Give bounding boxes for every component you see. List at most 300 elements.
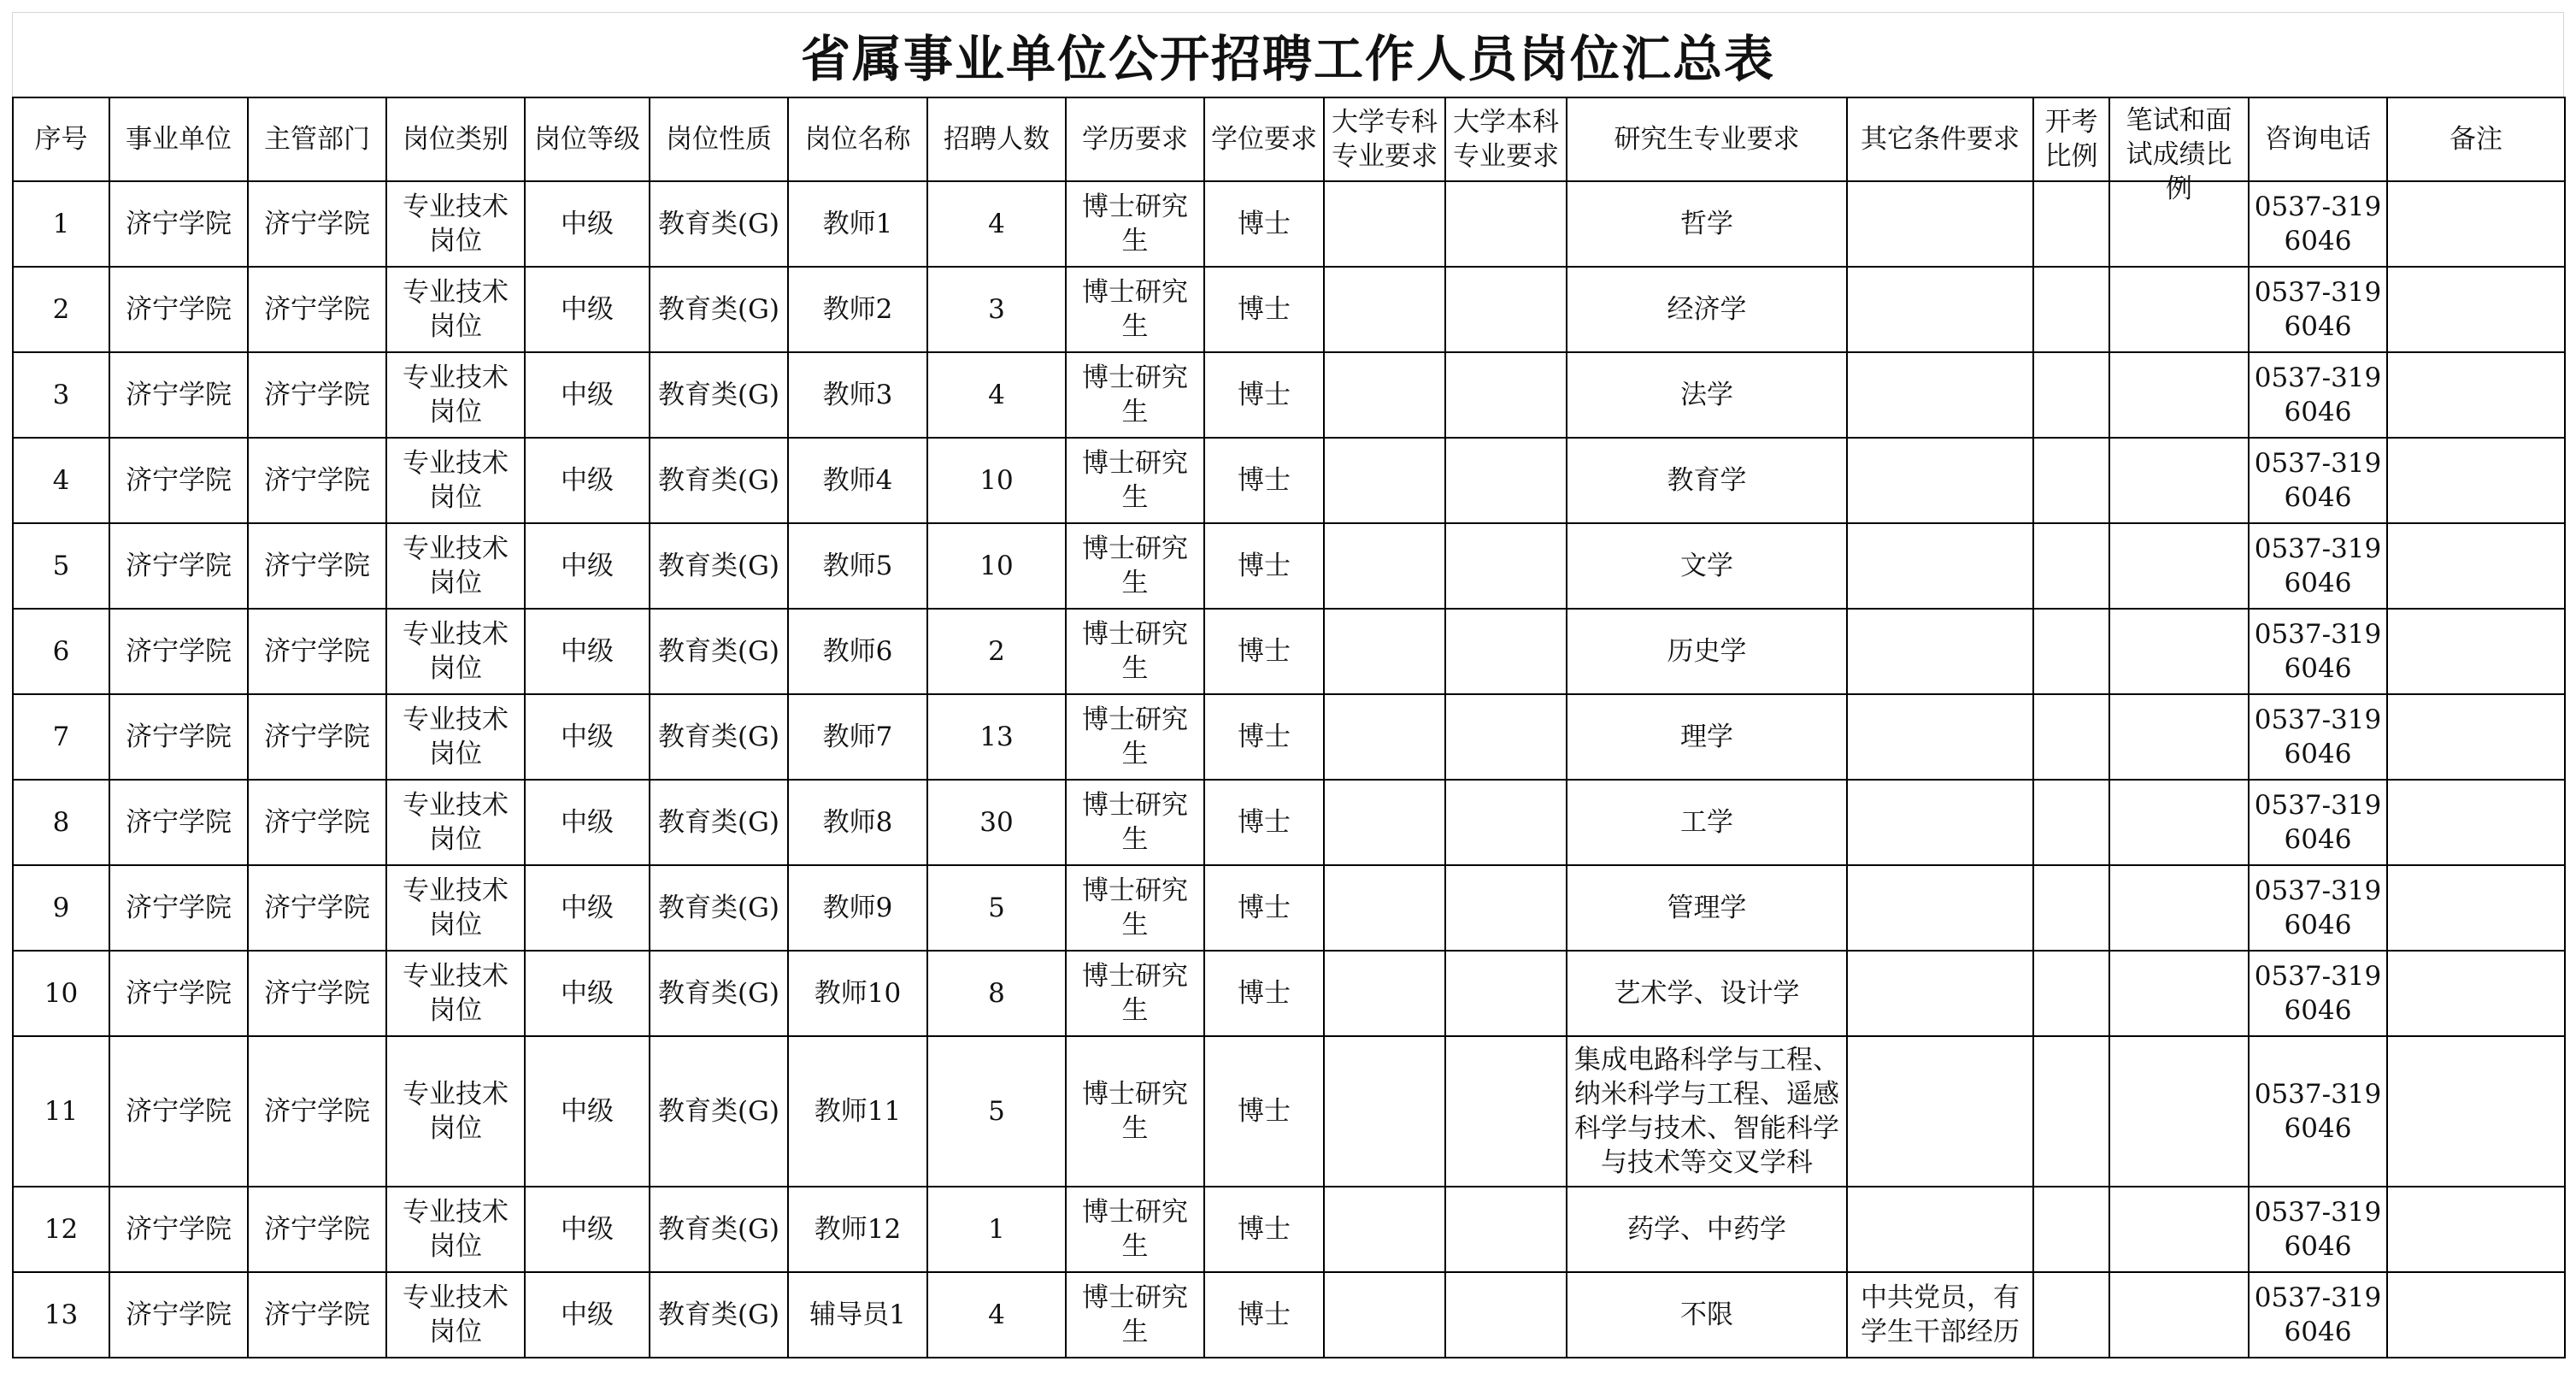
cell-value: 0537-3196046 [2254, 533, 2382, 598]
column-header-nature [650, 97, 788, 181]
cell-edu [1066, 951, 1204, 1036]
cell-value: 教师5 [822, 551, 893, 581]
cell-value: 5 [988, 893, 1005, 923]
cell-phone [2249, 523, 2387, 609]
column-header-label: 序号 [34, 124, 88, 155]
cell-value: 专业技术岗位 [403, 277, 509, 342]
cell-level [525, 1187, 650, 1272]
cell-grad-major [1567, 865, 1847, 951]
cell-value: 0537-3196046 [2254, 1282, 2382, 1347]
cell-unit [109, 780, 248, 865]
cell-no [13, 1272, 109, 1358]
cell-nature [650, 181, 788, 267]
table-row [13, 951, 2565, 1036]
cell-category [386, 609, 525, 694]
cell-value: 文学 [1680, 551, 1733, 581]
cell-college-major [1324, 951, 1445, 1036]
cell-no [13, 865, 109, 951]
cell-no [13, 181, 109, 267]
cell-bachelor-major [1445, 181, 1567, 267]
cell-value: 教师2 [822, 294, 893, 325]
cell-unit [109, 951, 248, 1036]
cell-value: 博士 [1238, 465, 1291, 496]
cell-ratio [2033, 352, 2109, 438]
cell-remark [2387, 181, 2565, 267]
cell-remark [2387, 1187, 2565, 1272]
cell-value: 博士研究生 [1082, 448, 1188, 513]
cell-unit [109, 438, 248, 523]
cell-value: 10 [979, 465, 1014, 496]
column-header-label: 研究生专业要求 [1614, 124, 1800, 155]
cell-count [927, 780, 1066, 865]
cell-college-major [1324, 1036, 1445, 1187]
cell-edu [1066, 181, 1204, 267]
cell-value: 中共党员，有学生干部经历 [1861, 1282, 2020, 1347]
cell-value: 济宁学院 [126, 807, 232, 838]
cell-bachelor-major [1445, 438, 1567, 523]
cell-value: 中级 [561, 465, 614, 496]
cell-value: 30 [979, 807, 1014, 838]
cell-value: 济宁学院 [264, 807, 370, 838]
cell-value: 0537-3196046 [2254, 790, 2382, 855]
cell-value: 不限 [1680, 1299, 1733, 1330]
cell-post [788, 438, 927, 523]
cell-value: 济宁学院 [126, 1299, 232, 1330]
cell-value: 教育类(G) [658, 1214, 779, 1245]
cell-nature [650, 267, 788, 352]
cell-value: 10 [44, 978, 79, 1009]
cell-bachelor-major [1445, 1187, 1567, 1272]
cell-value: 3 [52, 380, 70, 410]
cell-value: 0537-3196046 [2254, 619, 2382, 684]
column-header-label: 岗位性质 [666, 124, 772, 155]
cell-value: 博士研究生 [1082, 961, 1188, 1026]
cell-phone [2249, 951, 2387, 1036]
cell-phone [2249, 694, 2387, 780]
cell-nature [650, 352, 788, 438]
cell-value: 济宁学院 [126, 636, 232, 667]
cell-other [1847, 181, 2033, 267]
cell-grad-major [1567, 352, 1847, 438]
cell-count [927, 1187, 1066, 1272]
cell-degree [1204, 181, 1324, 267]
table-row [13, 1187, 2565, 1272]
cell-remark [2387, 352, 2565, 438]
cell-count [927, 523, 1066, 609]
cell-value: 博士 [1238, 380, 1291, 410]
cell-value: 专业技术岗位 [403, 1282, 509, 1347]
cell-value: 12 [44, 1214, 79, 1245]
cell-value: 教育学 [1667, 465, 1747, 496]
cell-count [927, 865, 1066, 951]
cell-college-major [1324, 780, 1445, 865]
cell-level [525, 1272, 650, 1358]
column-header-label: 主管部门 [264, 124, 370, 155]
cell-category [386, 1036, 525, 1187]
cell-value: 7 [52, 722, 70, 752]
cell-other [1847, 609, 2033, 694]
cell-remark [2387, 1036, 2565, 1187]
cell-value: 中级 [561, 893, 614, 923]
cell-value: 济宁学院 [126, 1214, 232, 1245]
cell-remark [2387, 438, 2565, 523]
cell-value: 专业技术岗位 [403, 704, 509, 769]
cell-other [1847, 951, 2033, 1036]
cell-edu [1066, 780, 1204, 865]
cell-score-ratio [2109, 523, 2249, 609]
cell-value: 济宁学院 [126, 380, 232, 410]
cell-remark [2387, 523, 2565, 609]
cell-unit [109, 1272, 248, 1358]
cell-college-major [1324, 694, 1445, 780]
cell-value: 4 [988, 380, 1005, 410]
cell-value: 济宁学院 [264, 465, 370, 496]
table-row [13, 780, 2565, 865]
title-row [12, 12, 2564, 97]
cell-value: 济宁学院 [264, 209, 370, 239]
cell-unit [109, 1036, 248, 1187]
cell-value: 专业技术岗位 [403, 362, 509, 427]
cell-value: 博士 [1238, 807, 1291, 838]
cell-value: 1 [988, 1214, 1005, 1245]
cell-edu [1066, 609, 1204, 694]
cell-level [525, 609, 650, 694]
cell-degree [1204, 1187, 1324, 1272]
cell-dept [248, 865, 386, 951]
cell-remark [2387, 780, 2565, 865]
cell-ratio [2033, 523, 2109, 609]
cell-value: 专业技术岗位 [403, 875, 509, 940]
cell-value: 教育类(G) [658, 551, 779, 581]
cell-value: 11 [44, 1096, 79, 1127]
cell-value: 博士研究生 [1082, 875, 1188, 940]
cell-value: 历史学 [1667, 636, 1747, 667]
cell-edu [1066, 865, 1204, 951]
cell-category [386, 438, 525, 523]
cell-value: 1 [52, 209, 70, 239]
cell-value: 博士 [1238, 978, 1291, 1009]
cell-value: 中级 [561, 1299, 614, 1330]
cell-level [525, 267, 650, 352]
cell-value: 济宁学院 [264, 551, 370, 581]
cell-score-ratio [2109, 694, 2249, 780]
cell-value: 博士研究生 [1082, 1282, 1188, 1347]
cell-post [788, 352, 927, 438]
cell-college-major [1324, 181, 1445, 267]
cell-value: 济宁学院 [264, 722, 370, 752]
cell-value: 教育类(G) [658, 1299, 779, 1330]
cell-degree [1204, 267, 1324, 352]
cell-count [927, 267, 1066, 352]
cell-no [13, 780, 109, 865]
cell-count [927, 951, 1066, 1036]
column-header-post [788, 97, 927, 181]
cell-bachelor-major [1445, 1036, 1567, 1187]
cell-value: 济宁学院 [126, 893, 232, 923]
cell-grad-major [1567, 694, 1847, 780]
cell-value: 博士 [1238, 1096, 1291, 1127]
cell-value: 0537-3196046 [2254, 448, 2382, 513]
cell-phone [2249, 438, 2387, 523]
cell-value: 教师12 [814, 1214, 902, 1245]
cell-dept [248, 267, 386, 352]
cell-other [1847, 1272, 2033, 1358]
cell-unit [109, 352, 248, 438]
cell-value: 专业技术岗位 [403, 1197, 509, 1262]
cell-remark [2387, 951, 2565, 1036]
cell-value: 专业技术岗位 [403, 790, 509, 855]
cell-nature [650, 1187, 788, 1272]
cell-value: 2 [988, 636, 1005, 667]
cell-other [1847, 352, 2033, 438]
cell-phone [2249, 1036, 2387, 1187]
cell-value: 博士 [1238, 551, 1291, 581]
cell-value: 工学 [1680, 807, 1733, 838]
cell-value: 专业技术岗位 [403, 448, 509, 513]
cell-value: 经济学 [1667, 294, 1747, 325]
positions-table [12, 97, 2566, 1358]
cell-value: 教师3 [822, 380, 893, 410]
cell-post [788, 694, 927, 780]
cell-dept [248, 694, 386, 780]
column-header-score-ratio [2109, 97, 2249, 204]
cell-category [386, 780, 525, 865]
cell-category [386, 951, 525, 1036]
cell-college-major [1324, 609, 1445, 694]
cell-edu [1066, 1272, 1204, 1358]
column-header-no [13, 97, 109, 181]
cell-category [386, 267, 525, 352]
table-row [13, 352, 2565, 438]
header-row [13, 97, 2565, 181]
cell-college-major [1324, 1272, 1445, 1358]
cell-value: 中级 [561, 294, 614, 325]
cell-value: 4 [52, 465, 70, 496]
cell-value: 中级 [561, 636, 614, 667]
spreadsheet [12, 12, 2564, 1358]
cell-nature [650, 780, 788, 865]
cell-value: 济宁学院 [264, 1299, 370, 1330]
column-header-edu [1066, 97, 1204, 181]
cell-score-ratio [2109, 267, 2249, 352]
cell-phone [2249, 352, 2387, 438]
cell-value: 济宁学院 [264, 978, 370, 1009]
cell-edu [1066, 523, 1204, 609]
cell-remark [2387, 694, 2565, 780]
cell-score-ratio [2109, 780, 2249, 865]
cell-score-ratio [2109, 609, 2249, 694]
column-header-label: 大学本科专业要求 [1453, 107, 1559, 172]
cell-post [788, 267, 927, 352]
cell-score-ratio [2109, 1187, 2249, 1272]
cell-category [386, 1272, 525, 1358]
cell-score-ratio [2109, 1272, 2249, 1358]
cell-edu [1066, 438, 1204, 523]
cell-value: 哲学 [1680, 209, 1733, 239]
cell-value: 博士 [1238, 1299, 1291, 1330]
cell-level [525, 181, 650, 267]
cell-level [525, 523, 650, 609]
cell-value: 博士 [1238, 1214, 1291, 1245]
column-header-bachelor-major [1445, 97, 1567, 181]
cell-value: 教师9 [822, 893, 893, 923]
cell-degree [1204, 694, 1324, 780]
cell-value: 济宁学院 [264, 1214, 370, 1245]
cell-dept [248, 951, 386, 1036]
cell-grad-major [1567, 181, 1847, 267]
cell-value: 教师8 [822, 807, 893, 838]
cell-value: 教育类(G) [658, 294, 779, 325]
cell-value: 博士 [1238, 294, 1291, 325]
cell-college-major [1324, 267, 1445, 352]
cell-ratio [2033, 951, 2109, 1036]
cell-value: 济宁学院 [126, 551, 232, 581]
cell-value: 6 [52, 636, 70, 667]
cell-degree [1204, 951, 1324, 1036]
table-row [13, 438, 2565, 523]
table-row [13, 1272, 2565, 1358]
cell-value: 济宁学院 [126, 722, 232, 752]
cell-post [788, 1272, 927, 1358]
cell-no [13, 609, 109, 694]
cell-nature [650, 694, 788, 780]
cell-no [13, 694, 109, 780]
cell-value: 博士研究生 [1082, 704, 1188, 769]
cell-value: 5 [988, 1096, 1005, 1127]
column-header-grad-major [1567, 97, 1847, 181]
cell-value: 0537-3196046 [2254, 704, 2382, 769]
cell-level [525, 951, 650, 1036]
cell-value: 3 [988, 294, 1005, 325]
cell-phone [2249, 1272, 2387, 1358]
cell-unit [109, 694, 248, 780]
column-header-label: 笔试和面试成绩比例 [2126, 105, 2232, 204]
cell-value: 济宁学院 [264, 294, 370, 325]
cell-value: 8 [52, 807, 70, 838]
cell-unit [109, 523, 248, 609]
cell-value: 博士 [1238, 636, 1291, 667]
cell-nature [650, 1272, 788, 1358]
cell-score-ratio [2109, 951, 2249, 1036]
cell-nature [650, 438, 788, 523]
cell-grad-major [1567, 1187, 1847, 1272]
cell-bachelor-major [1445, 951, 1567, 1036]
table-body [13, 181, 2565, 1358]
column-header-label: 事业单位 [126, 124, 232, 155]
cell-value: 9 [52, 893, 70, 923]
cell-bachelor-major [1445, 523, 1567, 609]
column-header-label: 岗位等级 [534, 124, 640, 155]
cell-level [525, 780, 650, 865]
cell-value: 教师7 [822, 722, 893, 752]
cell-level [525, 438, 650, 523]
cell-bachelor-major [1445, 780, 1567, 865]
cell-value: 中级 [561, 551, 614, 581]
cell-category [386, 523, 525, 609]
cell-nature [650, 609, 788, 694]
cell-value: 教育类(G) [658, 380, 779, 410]
table-row [13, 609, 2565, 694]
table-row [13, 523, 2565, 609]
cell-value: 济宁学院 [264, 893, 370, 923]
cell-value: 专业技术岗位 [403, 192, 509, 256]
cell-category [386, 865, 525, 951]
cell-value: 博士 [1238, 209, 1291, 239]
cell-value: 理学 [1680, 722, 1733, 752]
cell-value: 专业技术岗位 [403, 1079, 509, 1144]
column-header-remark [2387, 97, 2565, 181]
cell-post [788, 865, 927, 951]
cell-edu [1066, 1036, 1204, 1187]
cell-dept [248, 609, 386, 694]
cell-other [1847, 267, 2033, 352]
column-header-other [1847, 97, 2033, 181]
cell-value: 教师10 [814, 978, 902, 1009]
cell-value: 5 [52, 551, 70, 581]
cell-value: 济宁学院 [126, 209, 232, 239]
cell-grad-major [1567, 267, 1847, 352]
cell-ratio [2033, 865, 2109, 951]
cell-nature [650, 523, 788, 609]
cell-category [386, 352, 525, 438]
cell-remark [2387, 267, 2565, 352]
cell-ratio [2033, 438, 2109, 523]
cell-value: 药学、中药学 [1627, 1214, 1786, 1245]
cell-grad-major [1567, 780, 1847, 865]
cell-value: 博士 [1238, 722, 1291, 752]
column-header-degree [1204, 97, 1324, 181]
cell-value: 博士研究生 [1082, 362, 1188, 427]
cell-ratio [2033, 267, 2109, 352]
cell-value: 艺术学、设计学 [1614, 978, 1800, 1009]
cell-value: 0537-3196046 [2254, 362, 2382, 427]
cell-unit [109, 865, 248, 951]
page-title: 省属事业单位公开招聘工作人员岗位汇总表 [800, 30, 1775, 88]
cell-value: 中级 [561, 1096, 614, 1127]
cell-level [525, 694, 650, 780]
cell-level [525, 1036, 650, 1187]
cell-count [927, 609, 1066, 694]
cell-bachelor-major [1445, 609, 1567, 694]
cell-phone [2249, 181, 2387, 267]
cell-degree [1204, 780, 1324, 865]
cell-value: 0537-3196046 [2254, 1197, 2382, 1262]
cell-value: 教育类(G) [658, 1096, 779, 1127]
cell-value: 教育类(G) [658, 722, 779, 752]
column-header-count [927, 97, 1066, 181]
cell-ratio [2033, 609, 2109, 694]
cell-college-major [1324, 438, 1445, 523]
cell-value: 中级 [561, 807, 614, 838]
cell-value: 0537-3196046 [2254, 875, 2382, 940]
cell-level [525, 865, 650, 951]
cell-degree [1204, 1036, 1324, 1187]
table-row [13, 865, 2565, 951]
cell-grad-major [1567, 609, 1847, 694]
cell-ratio [2033, 780, 2109, 865]
cell-no [13, 951, 109, 1036]
cell-category [386, 1187, 525, 1272]
cell-degree [1204, 438, 1324, 523]
column-header-unit [109, 97, 248, 181]
cell-value: 教师11 [814, 1096, 902, 1127]
cell-value: 济宁学院 [126, 1096, 232, 1127]
cell-value: 教师4 [822, 465, 893, 496]
cell-phone [2249, 780, 2387, 865]
cell-value: 4 [988, 209, 1005, 239]
cell-post [788, 951, 927, 1036]
cell-college-major [1324, 865, 1445, 951]
